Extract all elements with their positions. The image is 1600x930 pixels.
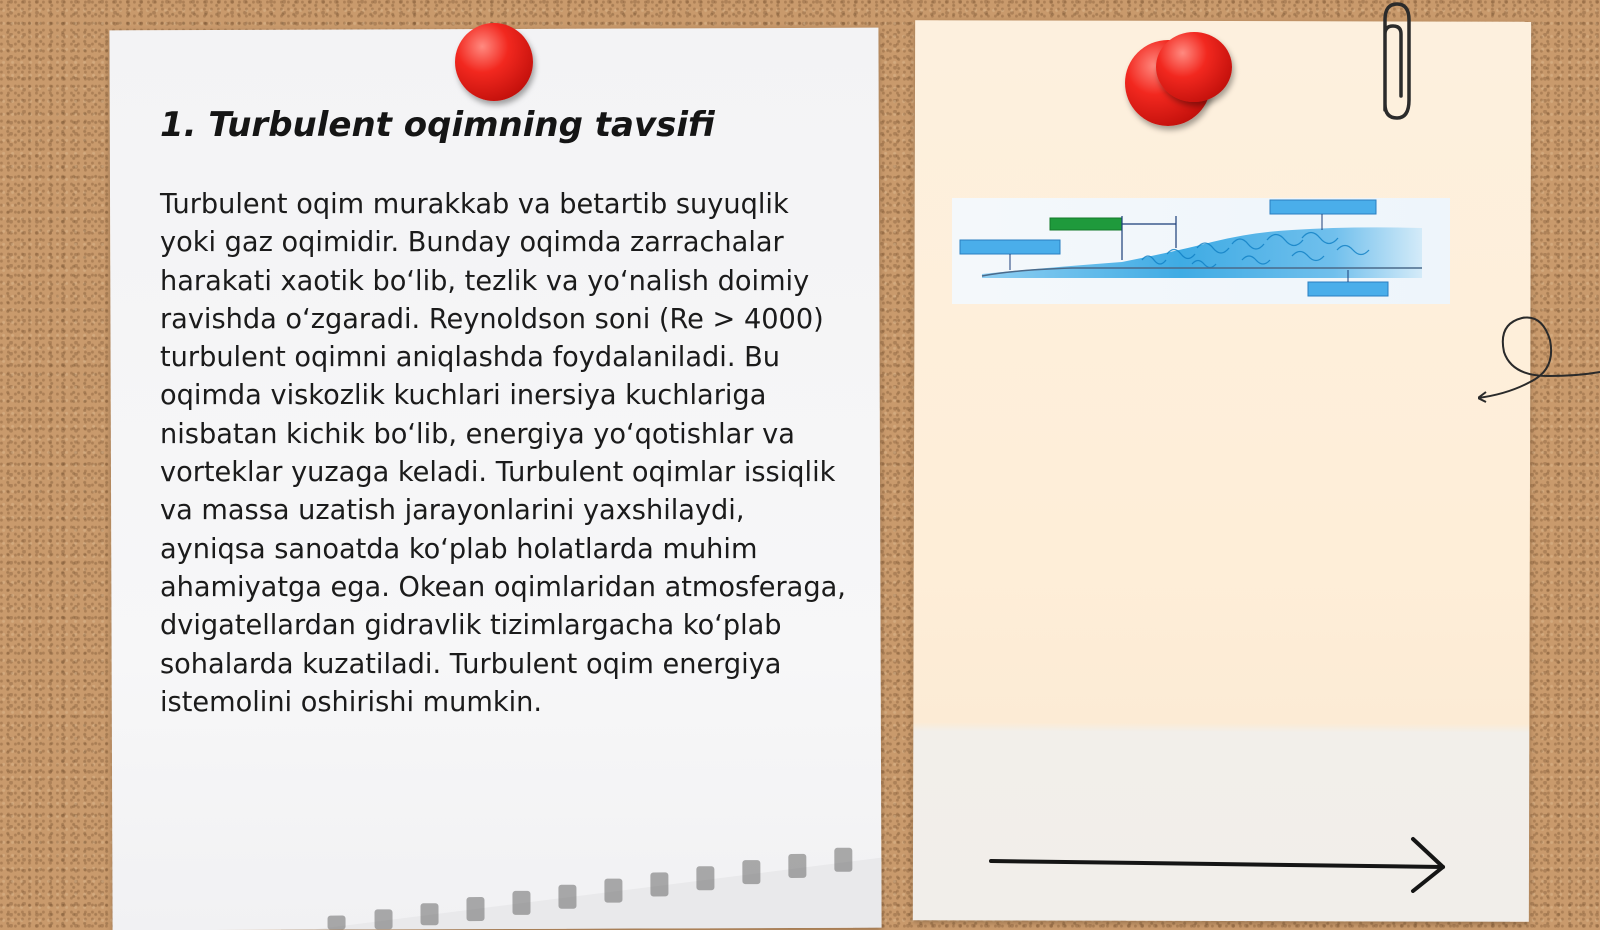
- string-loop-icon: [1478, 310, 1600, 410]
- pushpin-icon: [1156, 32, 1232, 102]
- arrow-right-icon: [985, 833, 1450, 893]
- slide-body-text: Turbulent oqim murakkab va betartib suyuqlik yoki gaz oqimidir. Bunday oqimda zarrachalar harakati xaotik bo‘lib, tezlik va yo‘nalish doimiy ravishda o‘zgaradi. Reynoldson soni (Re > 4000) turbulent oqimni aniqlashda foydalaniladi. Bu oqimda viskozlik kuchlari inersiya kuchlariga nisbatan kichik bo‘lib, energiya yo‘qotishlar va vorteklar yuzaga keladi. Turbulent oqimlar issiqlik va massa uzatish jarayonlarini yaxshilaydi, ayniqsa sanoatda ko‘plab holatlarda muhim ahamiyatga ega. Okean oqimlaridan atmosferaga, dvigatellardan gidravlik tizimlargacha ko‘plab sohalarda kuzatiladi. Turbulent oqim energiya istemolini oshirishi mumkin.: [160, 189, 846, 718]
- torn-spiral-edge: [112, 818, 881, 930]
- paperclip-icon: [1375, 0, 1415, 125]
- slide-title: 1. Turbulent oqimning tavsifi: [160, 105, 715, 145]
- pushpin-icon: [455, 23, 533, 101]
- turbulent-flow-diagram: [952, 198, 1450, 304]
- right-note-card: [913, 20, 1531, 922]
- turbulent-flow-illustration: [952, 198, 1450, 304]
